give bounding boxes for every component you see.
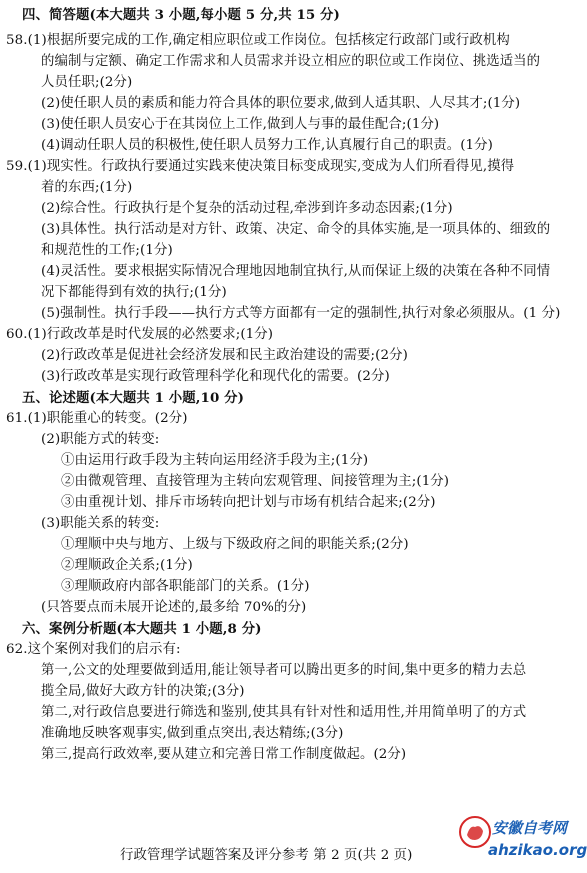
answer-line: ③由重视计划、排斥市场转向把计划与市场有机结合起来;(2分): [61, 495, 436, 510]
answer-line: 和规范性的工作;(1分): [41, 243, 173, 258]
answer-line: ③理顺政府内部各职能部门的关系。(1分): [61, 579, 310, 594]
watermark-site-name: 安徽自考网: [492, 819, 568, 837]
section-heading-case-analysis: 六、案例分析题(本大题共 1 小题,8 分): [22, 621, 262, 637]
watermark-site-url: ahzikao.org: [488, 841, 587, 859]
answer-line: (2)使任职人员的素质和能力符合具体的职位要求,做到人适其职、人尽其才;(1分): [41, 96, 521, 111]
answer-line: 61.(1)职能重心的转变。(2分): [6, 411, 188, 426]
answer-line: 第二,对行政信息要进行筛选和鉴别,使其具有针对性和适用性,并用简单明了的方式: [41, 705, 527, 720]
answer-line: 58.(1)根据所要完成的工作,确定相应职位或工作岗位。包括核定行政部门或行政机构: [6, 33, 510, 48]
answer-line: 62.这个案例对我们的启示有:: [6, 642, 181, 657]
answer-line: 揽全局,做好大政方针的决策;(3分): [41, 684, 245, 699]
answer-line: (4)调动任职人员的积极性,使任职人员努力工作,认真履行自己的职责。(1分): [41, 138, 493, 153]
answer-line: 第一,公文的处理要做到适用,能让领导者可以腾出更多的时间,集中更多的精力去总: [41, 663, 527, 678]
answer-line: (3)行政改革是实现行政管理科学化和现代化的需要。(2分): [41, 369, 390, 384]
answer-line: 的编制与定额、确定工作需求和人员需求并设立相应的职位或工作岗位、挑选适当的: [41, 54, 541, 69]
answer-line: 60.(1)行政改革是时代发展的必然要求;(1分): [6, 327, 274, 342]
answer-line: (2)行政改革是促进社会经济发展和民主政治建设的需要;(2分): [41, 348, 408, 363]
answer-line: (只答要点而未展开论述的,最多给 70%的分): [41, 600, 307, 615]
answer-line: ②理顺政企关系;(1分): [61, 558, 193, 573]
answer-line: (3)使任职人员安心于在其岗位上工作,做到人与事的最佳配合;(1分): [41, 117, 440, 132]
answer-line: (4)灵活性。要求根据实际情况合理地因地制宜执行,从而保证上级的决策在各种不同情: [41, 264, 551, 279]
answer-line: (2)职能方式的转变:: [41, 432, 160, 447]
answer-line: (3)具体性。执行活动是对方针、政策、决定、命令的具体实施,是一项具体的、细致的: [41, 222, 551, 237]
answer-line: ②由微观管理、直接管理为主转向宏观管理、间接管理为主;(1分): [61, 474, 450, 489]
site-watermark-logo: [458, 815, 587, 867]
section-heading-essay: 五、论述题(本大题共 1 小题,10 分): [22, 390, 245, 406]
answer-line: 着的东西;(1分): [41, 180, 133, 195]
watermark-hand-icon: [458, 815, 492, 849]
page-footer: 行政管理学试题答案及评分参考 第 2 页(共 2 页): [120, 848, 413, 863]
answer-line: (3)职能关系的转变:: [41, 516, 160, 531]
answer-line: 准确地反映客观事实,做到重点突出,表达精练;(3分): [41, 726, 344, 741]
answer-line: ①理顺中央与地方、上级与下级政府之间的职能关系;(2分): [61, 537, 409, 552]
answer-line: 况下都能得到有效的执行;(1分): [41, 285, 227, 300]
answer-line: 59.(1)现实性。行政执行要通过实践来使决策目标变成现实,变成为人们所看得见,摸得: [6, 159, 515, 174]
section-heading-short-answer: 四、简答题(本大题共 3 小题,每小题 5 分,共 15 分): [22, 7, 340, 23]
answer-line: (2)综合性。行政执行是个复杂的活动过程,牵涉到许多动态因素;(1分): [41, 201, 453, 216]
answer-line: ①由运用行政手段为主转向运用经济手段为主;(1分): [61, 453, 369, 468]
answer-line: (5)强制性。执行手段——执行方式等方面都有一定的强制性,执行对象必须服从。(1 分): [41, 306, 561, 321]
answer-line: 人员任职;(2分): [41, 75, 133, 90]
answer-line: 第三,提高行政效率,要从建立和完善日常工作制度做起。(2分): [41, 747, 407, 762]
